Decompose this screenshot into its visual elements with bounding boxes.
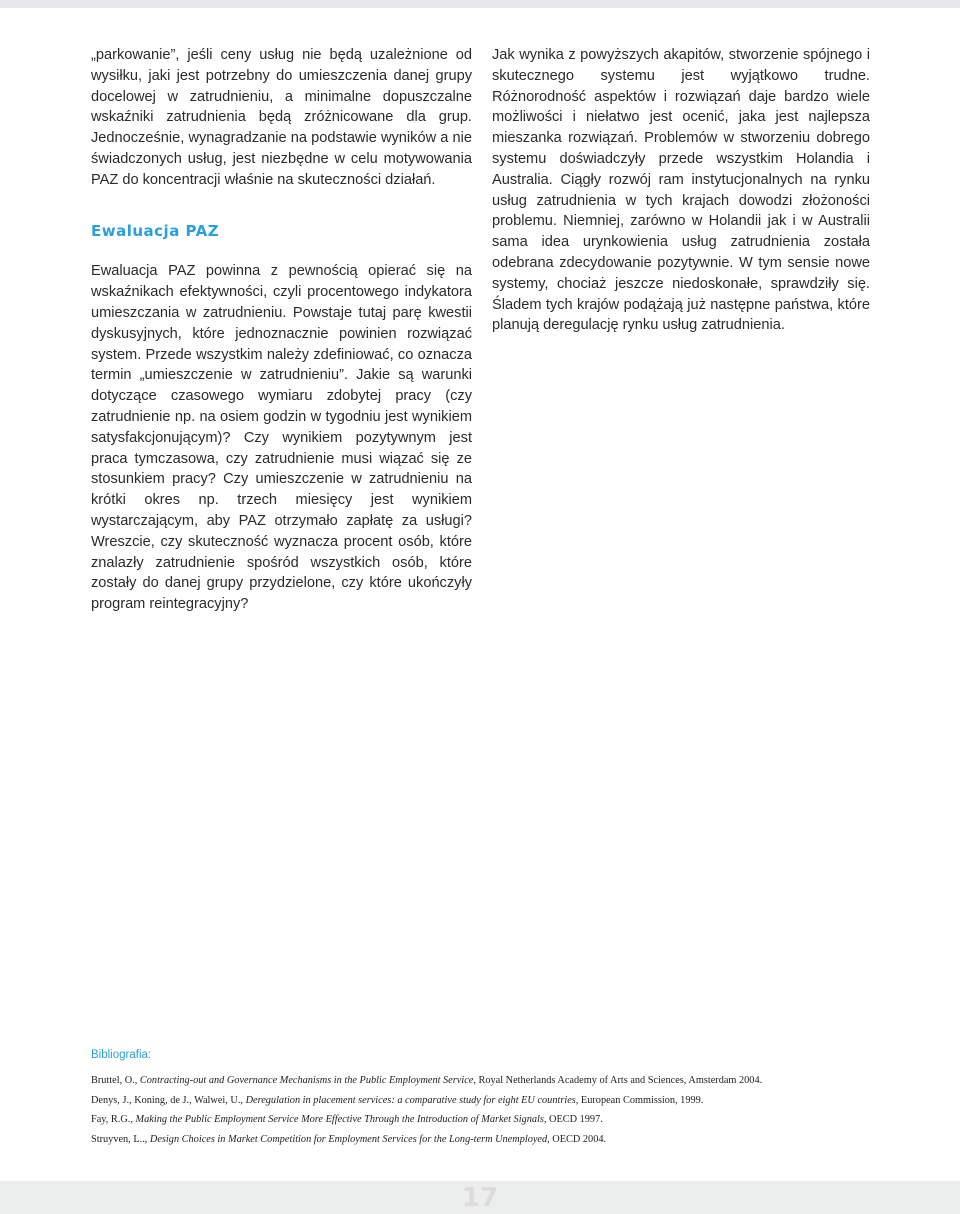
page-number: 17 <box>461 1183 499 1213</box>
ref-title: Design Choices in Market Competition for Employment Services for the Long-term Unemployed <box>149 1133 548 1145</box>
left-paragraph-1: „parkowanie”, jeśli ceny usług nie będą uzależnione od wysiłku, jaki jest potrzebny do umieszczenia danej grupy docelowej w zatrudnieniu, a minimalne dopuszczalne wskaźniki zatrudnienia będą zróżnicowane dla grup. Jednocześnie, wynagradzanie na podstawie wyników a nie świadczonych usług, jest niezbędne w celu motywowania PAZ do koncentracji właśnie na skuteczności działań. <box>91 47 472 188</box>
ref-details: , OECD 1997. <box>543 1114 603 1125</box>
ref-title: Contracting-out and Governance Mechanisms in the Public Employment Service <box>139 1075 474 1086</box>
bibliography-title: Bibliografia: <box>91 1049 152 1061</box>
ref-title: Making the Public Employment Service More Effective Through the Introduction of Market Signals <box>135 1114 544 1125</box>
top-bar <box>0 0 960 8</box>
bibliography-entry <box>91 1071 891 1091</box>
left-column <box>91 45 472 615</box>
ref-author: Fay, R.G., <box>91 1114 136 1125</box>
right-paragraph-1: Jak wynika z powyższych akapitów, stworzenie spójnego i skutecznego systemu jest wyjątkowo trudne. Różnorodność aspektów i rozwiązań daje bardzo wiele możliwości i niełatwo jest ocenić, jaka jest najlepsza mieszanka rozwiązań. Problemów w stworzeniu dobrego systemu doświadczyły przede wszystkim Holandia i Australia. Ciągły rozwój ram instytucjonalnych na rynku usług zatrudnienia w tych krajach dowodzi złożoności problemu. Niemniej, zarówno w Holandii jak i w Australii sama idea urynkowienia usług zatrudnienia została odebrana zdecydowanie pozytywnie. W tym sensie nowe systemy, chociaż jeszcze niedoskonałe, sprawdziły się. Śladem tych krajów podążają już następne państwa, które planują deregulację rynku usług zatrudnienia. <box>492 47 870 334</box>
bibliography-entry <box>91 1130 891 1150</box>
bibliography-entry <box>91 1110 891 1130</box>
ref-author: Struyven, L.., <box>91 1133 150 1145</box>
ref-details: , Royal Netherlands Academy of Arts and Sciences, Amsterdam 2004. <box>473 1075 763 1086</box>
right-column <box>492 45 870 336</box>
bibliography <box>91 1049 891 1149</box>
ref-author: Denys, J., Koning, de J., Walwei, U., <box>91 1094 246 1106</box>
ref-details: , European Commission, 1999. <box>575 1094 704 1106</box>
ref-author: Bruttel, O., <box>91 1075 140 1086</box>
left-paragraph-2: Ewaluacja PAZ powinna z pewnością opierać się na wskaźnikach efektywności, czyli procentowego indykatora umieszczania w zatrudnieniu. Powstaje tutaj parę kwestii dyskusyjnych, które jednoznacznie powinien rozwiązać system. Przede wszystkim należy zdefiniować, co oznacza termin „umieszczenie w zatrudnieniu”. Jakie są warunki dotyczące czasowego wymiaru zdobytej pracy (czy zatrudnienie np. na osiem godzin w tygodniu jest wynikiem satysfakcjonującym)? Czy wynikiem pozytywnym jest praca tymczasowa, czy zatrudnienie musi wiązać się ze stosunkiem pracy? Czy umieszczenie w zatrudnieniu na krótki okres np. trzech miesięcy jest wynikiem wystarczającym, aby PAZ otrzymało zapłatę za usługi? Wreszcie, czy skuteczność wyznacza procent osób, które znalazły zatrudnienie spośród wszystkich osób, które zostały do danej grupy przydzielone, czy które ukończyły program reintegracyjny? <box>91 263 472 613</box>
section-heading: Ewaluacja PAZ <box>91 221 220 240</box>
bibliography-entry <box>91 1091 891 1111</box>
ref-title: Deregulation in placement services: a comparative study for eight EU countries <box>245 1094 576 1106</box>
ref-details: , OECD 2004. <box>547 1133 607 1145</box>
